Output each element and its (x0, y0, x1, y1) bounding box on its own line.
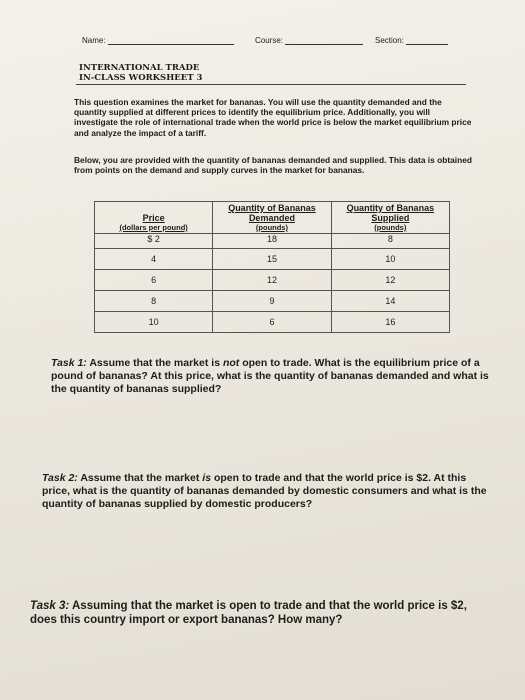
task-1-emphasis: not (222, 357, 240, 369)
task-2 (42, 472, 490, 511)
intro-paragraph: This question examines the market for bananas. You will use the quantity demanded and the quantity supplied at different prices to identify the equilibrium price. Additionally, you will investigate the role of international trade when the world price is below the market equilibrium price and analyze the impact of a tariff. (74, 97, 472, 138)
table-cell: 12 (213, 269, 331, 290)
task-1-text-a: Assume that the market is (86, 357, 223, 369)
price-header-title: Price (142, 212, 165, 223)
price-column-header (95, 202, 213, 234)
table-cell: 14 (331, 290, 449, 311)
course-field (255, 36, 363, 45)
table-cell: 10 (95, 311, 213, 332)
title-divider (76, 84, 466, 85)
table-row (95, 290, 450, 311)
course-label: Course: (255, 36, 284, 45)
worksheet-title (79, 63, 202, 83)
table-cell: 6 (213, 311, 331, 332)
task-3 (30, 599, 490, 627)
task-1-label: Task 1: (51, 357, 87, 369)
table-cell: 12 (331, 269, 449, 290)
name-field (82, 36, 234, 45)
task-2-emphasis: is (202, 472, 212, 484)
table-cell: 15 (213, 248, 331, 269)
task-2-label: Task 2: (42, 472, 78, 484)
supplied-header-title: Quantity of Bananas Supplied (346, 203, 435, 223)
table-cell: $ 2 (95, 233, 213, 248)
table-row (95, 233, 450, 248)
section-label: Section: (375, 36, 404, 45)
table-cell: 4 (95, 248, 213, 269)
section-blank (406, 44, 448, 45)
task-3-label: Task 3: (30, 600, 70, 612)
demanded-header-unit: (pounds) (255, 223, 288, 232)
demanded-column-header (213, 202, 331, 234)
supplied-header-unit: (pounds) (374, 223, 407, 232)
task-2-text-b: open to trade and that the world price is $2. At this price, what is the quantity of bananas demanded by domestic consumers and what is the quantity of bananas supplied by domestic producers? (42, 472, 487, 510)
section-field (375, 36, 448, 45)
table-row (95, 248, 450, 269)
course-blank (285, 44, 363, 45)
banana-market-table (94, 201, 450, 333)
table-cell: 8 (95, 290, 213, 311)
table-row (95, 311, 450, 332)
table-cell: 9 (213, 290, 331, 311)
task-1-text-b: open to trade. What is the equilibrium price of a pound of bananas? At this price, what is the quantity of bananas demanded and what is the quantity of bananas supplied? (51, 357, 489, 395)
title-line-2: IN-CLASS WORKSHEET 3 (79, 73, 203, 83)
table-cell: 18 (213, 233, 331, 248)
table-row (95, 269, 450, 290)
table-cell: 8 (331, 233, 449, 248)
task-3-text-a: Assuming that the market is open to trade and that the world price is $2, does this country import or export bananas? How many? (30, 600, 467, 626)
table-intro-paragraph: Below, you are provided with the quantity of bananas demanded and supplied. This data is obtained from points on the demand and supply curves in the market for bananas. (74, 155, 473, 176)
supplied-column-header (331, 202, 449, 234)
table-cell: 10 (331, 248, 449, 269)
demanded-header-title: Quantity of Bananas Demanded (228, 203, 316, 223)
name-label: Name: (82, 36, 106, 45)
task-1 (51, 357, 491, 396)
task-2-text-a: Assume that the market (77, 472, 203, 484)
table-cell: 6 (95, 269, 213, 290)
table-cell: 16 (331, 311, 449, 332)
name-blank (108, 44, 234, 45)
title-line-1: INTERNATIONAL TRADE (79, 63, 200, 73)
price-header-unit: (dollars per pound) (119, 223, 188, 232)
